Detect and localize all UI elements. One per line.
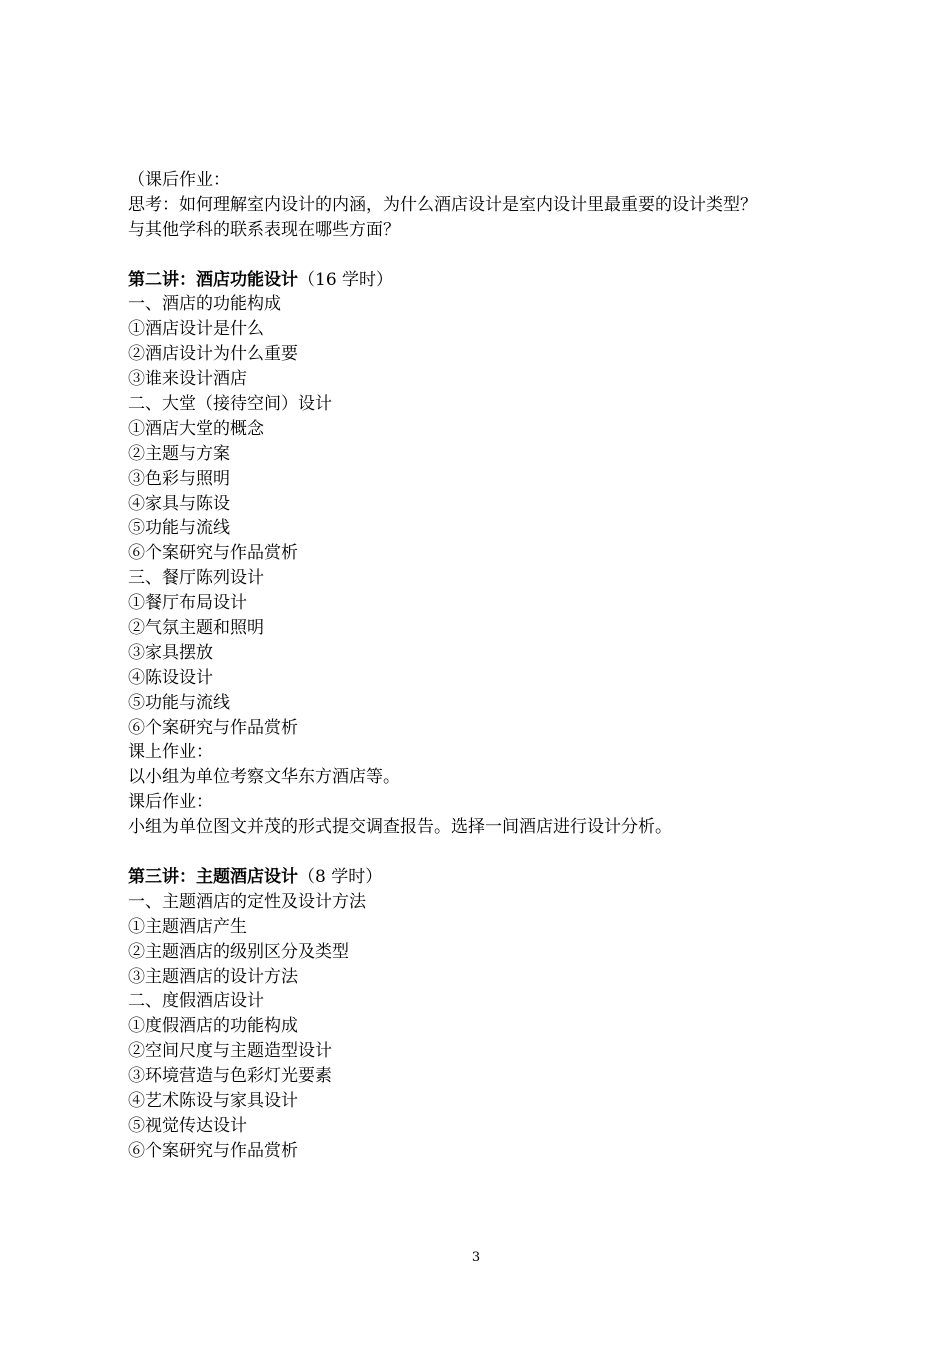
lecture2-line: ②主题与方案 [128, 443, 230, 464]
lecture2-line: ③家具摆放 [128, 642, 213, 663]
lecture3-line: ②空间尺度与主题造型设计 [128, 1041, 332, 1062]
lecture3-line: 一、主题酒店的定性及设计方法 [128, 891, 366, 912]
lecture3-line: ①度假酒店的功能构成 [128, 1016, 298, 1037]
lecture3-heading [128, 865, 848, 890]
lecture3-section [128, 865, 848, 1164]
lecture3-line: ③主题酒店的设计方法 [128, 966, 298, 987]
spacer [128, 243, 848, 268]
lecture2-line: 小组为单位图文并茂的形式提交调查报告。选择一间酒店进行设计分析。 [128, 817, 672, 838]
lecture2-line: ⑥个案研究与作品赏析 [128, 717, 298, 738]
lecture2-line: 二、大堂（接待空间）设计 [128, 394, 332, 415]
spacer [128, 840, 848, 865]
lecture2-line: 课上作业： [128, 742, 213, 763]
lecture2-line: ③色彩与照明 [128, 468, 230, 489]
lecture2-title: 第二讲：酒店功能设计 [128, 269, 298, 290]
page-number: 3 [471, 1250, 481, 1265]
lecture3-line: ④艺术陈设与家具设计 [128, 1090, 298, 1111]
intro-line: 与其他学科的联系表现在哪些方面？ [128, 219, 400, 240]
intro-line: （课后作业： [128, 170, 230, 190]
lecture3-title: 第三讲：主题酒店设计 [128, 866, 298, 887]
lecture2-line: ⑤功能与流线 [128, 518, 230, 539]
lecture2-line: ③谁来设计酒店 [128, 369, 247, 390]
lecture2-line: ④陈设设计 [128, 667, 213, 688]
lecture2-hours: （16 学时） [298, 269, 394, 290]
lecture2-line: ①酒店设计是什么 [128, 319, 264, 340]
lecture2-heading [128, 268, 848, 293]
lecture3-line: ①主题酒店产生 [128, 916, 247, 937]
lecture2-line: ①酒店大堂的概念 [128, 418, 264, 439]
lecture2-line: ⑤功能与流线 [128, 692, 230, 713]
lecture2-line: 课后作业： [128, 792, 213, 813]
lecture2-line: 以小组为单位考察文华东方酒店等。 [128, 767, 400, 788]
lecture2-line: 三、餐厅陈列设计 [128, 568, 264, 589]
lecture3-line: ③环境营造与色彩灯光要素 [128, 1066, 332, 1087]
lecture2-line: 一、酒店的功能构成 [128, 294, 281, 315]
lecture3-hours: （8 学时） [298, 866, 383, 887]
intro-line: 思考：如何理解室内设计的内涵，为什么酒店设计是室内设计里最重要的设计类型？ [128, 194, 757, 215]
lecture2-line: ②酒店设计为什么重要 [128, 344, 298, 365]
lecture2-line: ④家具与陈设 [128, 493, 230, 514]
lecture2-section [128, 268, 848, 840]
lecture2-line: ⑥个案研究与作品赏析 [128, 543, 298, 564]
lecture2-line: ②气氛主题和照明 [128, 618, 264, 639]
lecture2-line: ①餐厅布局设计 [128, 593, 247, 614]
intro-section [128, 168, 848, 243]
lecture3-line: 二、度假酒店设计 [128, 991, 264, 1012]
lecture3-line: ②主题酒店的级别区分及类型 [128, 941, 349, 962]
page-content [128, 168, 848, 1164]
lecture3-line: ⑤视觉传达设计 [128, 1115, 247, 1136]
lecture3-line: ⑥个案研究与作品赏析 [128, 1140, 298, 1161]
